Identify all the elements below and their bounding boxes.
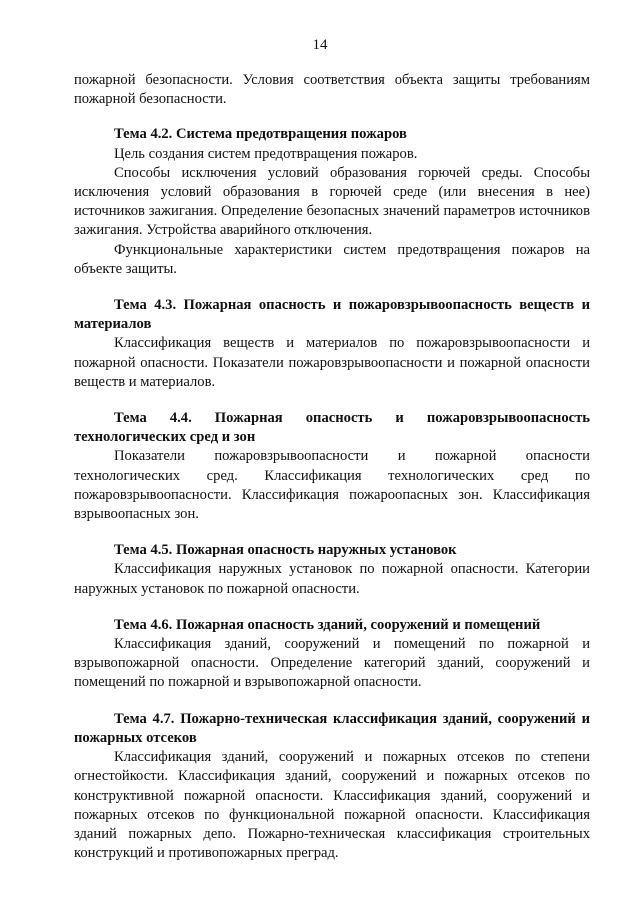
section-topic-4-7 <box>74 710 590 864</box>
section-paragraph: Классификация зданий, сооружений и пожарных отсеков по степени огнестойкости. Классификация зданий, сооружений и пожарных отсеков по конструктивной пожарной опасности. Классификация зданий, сооружений и пожарных отсеков по функциональной пожарной опасности. Классификация зданий пожарных депо. Пожарно-техническая классификация строительных конструкций и противопожарных преград. <box>74 749 590 862</box>
section-topic-4-6 <box>74 616 590 693</box>
section-heading: Тема 4.4. Пожарная опасность и пожаровзрывоопасность технологических сред и зон <box>74 410 590 446</box>
section-topic-4-4 <box>74 409 590 524</box>
section-topic-4-5 <box>74 541 590 599</box>
section-topic-4-3 <box>74 296 590 392</box>
section-heading: Тема 4.2. Система предотвращения пожаров <box>114 126 407 143</box>
section-paragraph: Функциональные характеристики систем предотвращения пожаров на объекте защиты. <box>74 241 590 277</box>
section-paragraph: Способы исключения условий образования горючей среды. Способы исключения условий образования в горючей среде (или внесения в нее) источников зажигания. Определение безопасных значений параметров источников зажигания. Устройства аварийного отключения. <box>74 164 590 239</box>
section-paragraph: Классификация наружных установок по пожарной опасности. Категории наружных установок по пожарной опасности. <box>74 561 590 597</box>
section-paragraph: Классификация веществ и материалов по пожаровзрывоопасности и пожарной опасности. Показатели пожаровзрывоопасности и пожарной опасности веществ и материалов. <box>74 335 590 390</box>
section-heading: Тема 4.3. Пожарная опасность и пожаровзрывоопасность веществ и материалов <box>74 297 590 333</box>
section-paragraph: Классификация зданий, сооружений и помещений по пожарной и взрывопожарной опасности. Определение категорий зданий, сооружений и помещений по пожарной и взрывопожарной опасности. <box>74 636 590 691</box>
document-body <box>74 71 590 863</box>
section-heading: Тема 4.6. Пожарная опасность зданий, сооружений и помещений <box>114 616 541 633</box>
section-paragraph: Цель создания систем предотвращения пожаров. <box>114 145 418 162</box>
section-paragraph: Показатели пожаровзрывоопасности и пожарной опасности технологических сред. Классификация технологических сред по пожаровзрывоопасности. Классификация пожароопасных зон. Классификация взрывоопасных зон. <box>74 448 590 523</box>
section-heading: Тема 4.5. Пожарная опасность наружных установок <box>114 542 457 559</box>
page-number: 14 <box>312 37 328 53</box>
section-heading: Тема 4.7. Пожарно-техническая классификация зданий, сооружений и пожарных отсеков <box>74 710 590 746</box>
intro-paragraph: пожарной безопасности. Условия соответствия объекта защиты требованиям пожарной безопасности. <box>74 72 590 108</box>
section-topic-4-2 <box>74 125 590 279</box>
